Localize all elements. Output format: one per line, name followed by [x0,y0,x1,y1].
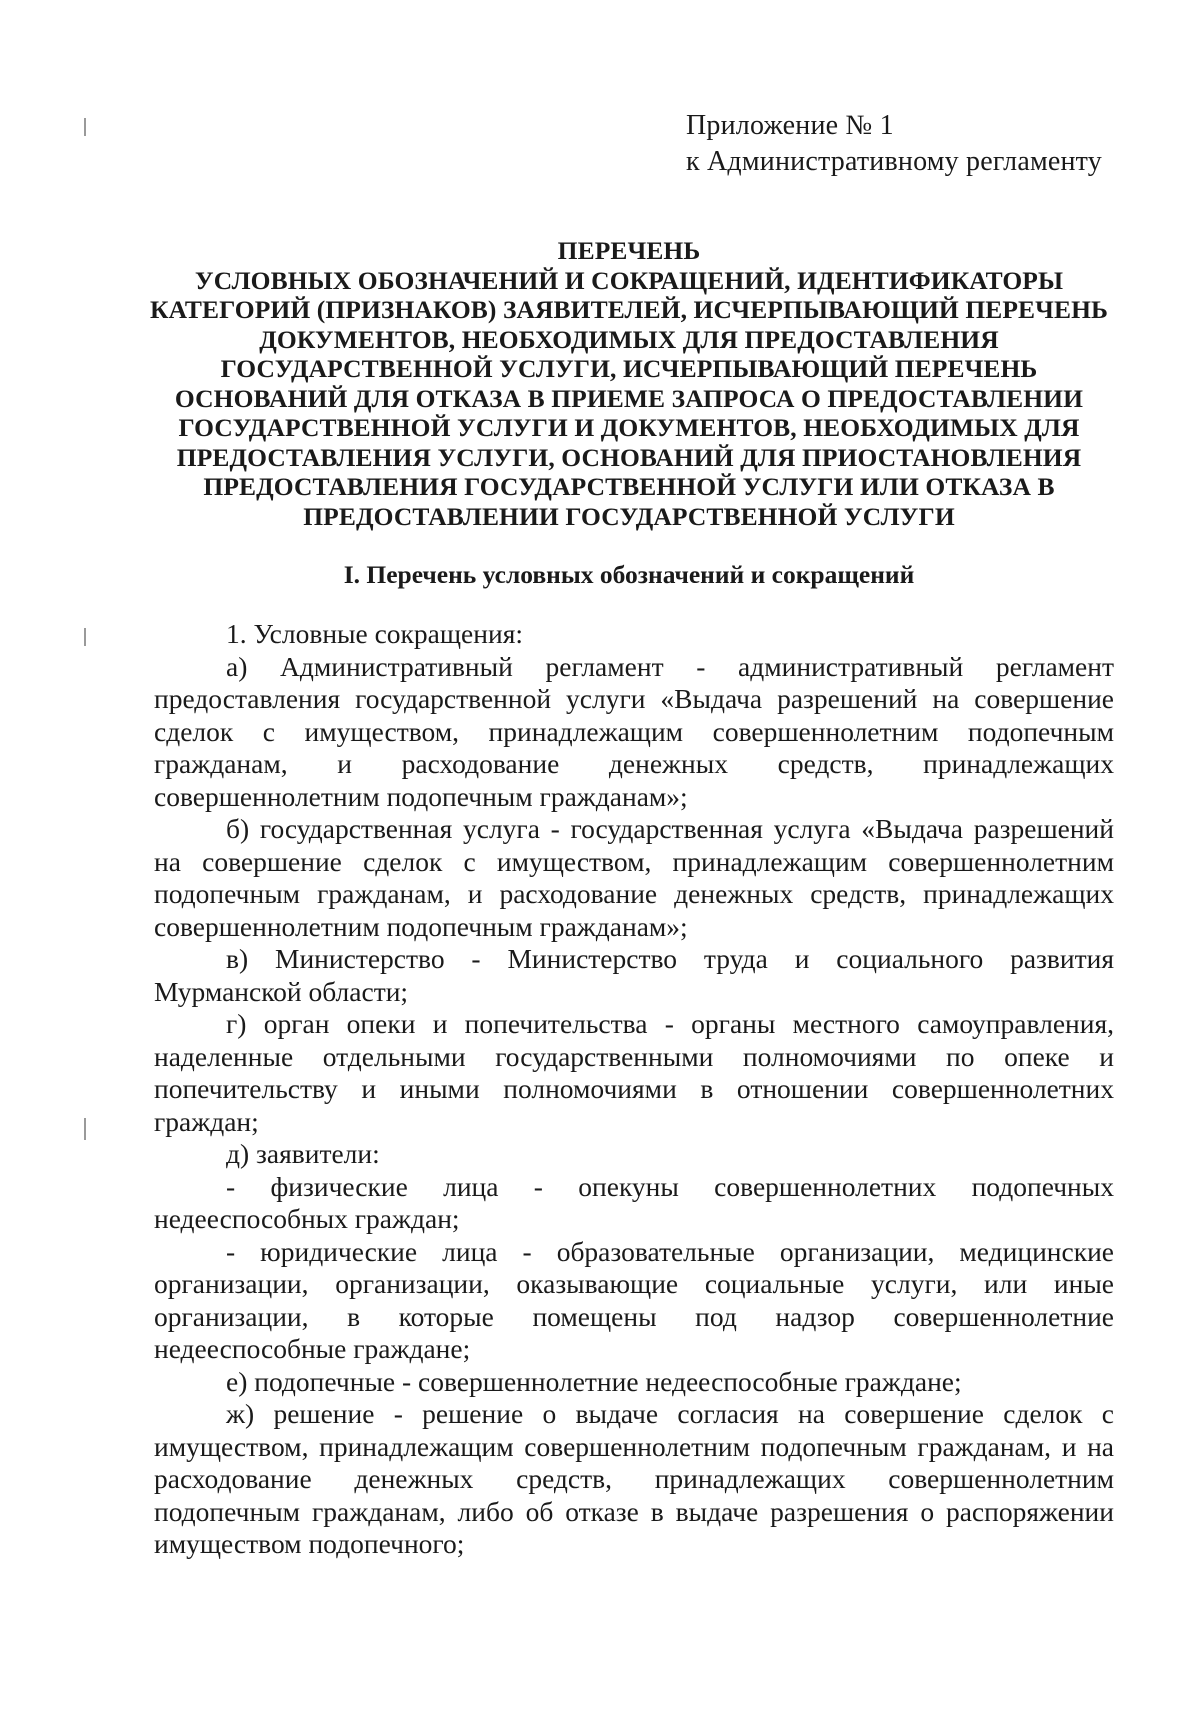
paragraph-item-g: г) орган опеки и попечительства - органы местного самоуправления, наделенные отдельными государственными полномочиями по опеке и попечительству и иными полномочиями в отношении совершеннолетних граждан; [154,1008,1114,1137]
scan-margin-mark [84,1118,86,1140]
title-line: ПРЕДОСТАВЛЕНИЯ УСЛУГИ, ОСНОВАНИЙ ДЛЯ ПРИОСТАНОВЛЕНИЯ [176,442,1082,472]
paragraph-item-a: а) Административный регламент - административный регламент предоставления государственной услуги «Выдача разрешений на совершение сделок с имуществом, принадлежащим совершеннолетним подопечным гражданам, и расходование денежных средств, принадлежащих совершеннолетним подопечным гражданам»; [154,650,1114,812]
title-line: ПРЕДОСТАВЛЕНИЯ ГОСУДАРСТВЕННОЙ УСЛУГИ ИЛИ ОТКАЗА В [203,472,1055,501]
document-title [150,236,1108,531]
paragraph-intro: 1. Условные сокращения: [226,618,523,649]
title-line: ПЕРЕЧЕНЬ [557,236,701,265]
scan-margin-mark [84,628,86,646]
title-line: ПРЕДОСТАВЛЕНИИ ГОСУДАРСТВЕННОЙ УСЛУГИ [303,501,955,531]
paragraph-item-d: д) заявители: [226,1138,380,1169]
title-line: ГОСУДАРСТВЕННОЙ УСЛУГИ И ДОКУМЕНТОВ, НЕОБХОДИМЫХ ДЛЯ [178,413,1080,442]
document-body [154,618,1114,1561]
title-line: УСЛОВНЫХ ОБОЗНАЧЕНИЙ И СОКРАЩЕНИЙ, ИДЕНТИФИКАТОРЫ [194,265,1064,295]
title-line: ДОКУМЕНТОВ, НЕОБХОДИМЫХ ДЛЯ ПРЕДОСТАВЛЕНИЯ [259,324,999,354]
title-line: ОСНОВАНИЙ ДЛЯ ОТКАЗА В ПРИЕМЕ ЗАПРОСА О ПРЕДОСТАВЛЕНИИ [174,383,1084,413]
appendix-reference [686,108,1102,180]
title-line: КАТЕГОРИЙ (ПРИЗНАКОВ) ЗАЯВИТЕЛЕЙ, ИСЧЕРПЫВАЮЩИЙ ПЕРЕЧЕНЬ [150,295,1108,324]
appendix-regulation: к Административному регламенту [686,146,1102,177]
appendix-number: Приложение № 1 [686,110,894,141]
paragraph-subitem-individuals: - физические лица - опекуны совершеннолетних подопечных недееспособных граждан; [154,1170,1114,1234]
paragraph-item-e: е) подопечные - совершеннолетние недееспособные граждане; [226,1365,962,1397]
scan-margin-mark [84,118,86,136]
paragraph-item-v: в) Министерство - Министерство труда и социального развития Мурманской области; [154,943,1114,1007]
paragraph-subitem-legal-entities: - юридические лица - образовательные организации, медицинские организации, организации, оказывающие социальные услуги, или иные организации, в которые помещены под надзор совершеннолетние недееспособные граждане; [154,1235,1114,1364]
paragraph-item-b: б) государственная услуга - государственная услуга «Выдача разрешений на совершение сделок с имуществом, принадлежащим совершеннолетним подопечным гражданам, и расходование денежных средств, принадлежащих совершеннолетним подопечным гражданам»; [154,813,1114,942]
title-line: ГОСУДАРСТВЕННОЙ УСЛУГИ, ИСЧЕРПЫВАЮЩИЙ ПЕРЕЧЕНЬ [220,354,1038,383]
paragraph-item-zh: ж) решение - решение о выдаче согласия на совершение сделок с имуществом, принадлежащим совершеннолетним подопечным гражданам, и на расходование денежных средств, принадлежащих совершеннолетним подопечным гражданам, либо об отказе в выдаче разрешения о распоряжении имуществом подопечного; [154,1398,1114,1559]
section-heading: I. Перечень условных обозначений и сокращений [343,560,915,589]
